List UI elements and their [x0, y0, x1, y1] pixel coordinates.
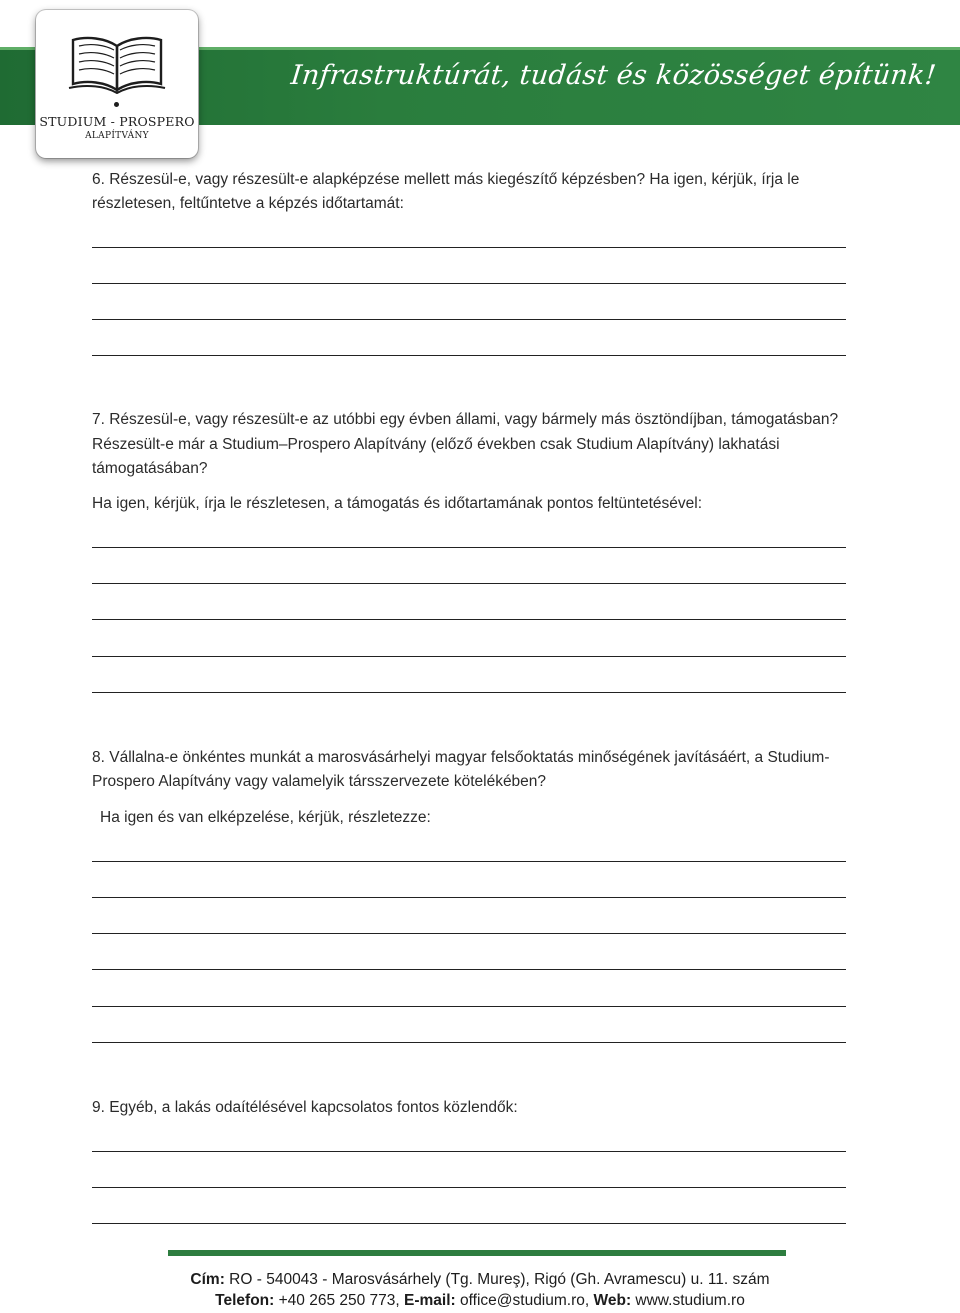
answer-line[interactable] — [92, 547, 846, 548]
answer-line[interactable] — [92, 1223, 846, 1224]
footer-address — [0, 1271, 960, 1289]
question-7-text-4: Ha igen, kérjük, írja le részletesen, a támogatás és időtartamának pontos feltüntetésével: — [92, 495, 703, 512]
email-value[interactable]: office@studium.ro, — [455, 1292, 594, 1309]
question-6-text-1: 6. Részesül-e, vagy részesült-e alapképzése mellett más kiegészítő képzésben? Ha igen, kérjük, írja le — [92, 171, 800, 188]
logo-subtitle: ALAPÍTVÁNY — [85, 131, 149, 141]
answer-line[interactable] — [92, 247, 846, 248]
logo-name: STUDIUM - PROSPERO — [39, 114, 195, 129]
question-7-text-3: támogatásában? — [92, 460, 208, 477]
web-value[interactable]: www.studium.ro — [631, 1292, 745, 1309]
question-8-text-3: Ha igen és van elképzelése, kérjük, részletezze: — [100, 809, 431, 826]
answer-line[interactable] — [92, 692, 846, 693]
answer-line[interactable] — [92, 933, 846, 934]
footer-bar — [168, 1250, 786, 1256]
logo-dot — [114, 102, 119, 107]
answer-line[interactable] — [92, 283, 846, 284]
slogan: Infrastruktúrát, tudást és közösséget építünk! — [289, 60, 938, 91]
answer-line[interactable] — [92, 619, 846, 620]
answer-line[interactable] — [92, 583, 846, 584]
answer-line[interactable] — [92, 1006, 846, 1007]
question-8-text-2: Prospero Alapítvány vagy valamelyik társszervezete kötelékében? — [92, 773, 547, 790]
phone-label: Telefon: — [215, 1292, 275, 1309]
question-8-text-1: 8. Vállalna-e önkéntes munkát a marosvásárhelyi magyar felsőoktatás minőségének javításáért, a Studium- — [92, 749, 830, 766]
question-7-text-2: Részesült-e már a Studium–Prospero Alapítvány (előző években csak Studium Alapítvány) lakhatási — [92, 436, 780, 453]
address-value: RO - 540043 - Marosvásárhely (Tg. Mureş), Rigó (Gh. Avramescu) u. 11. szám — [224, 1271, 770, 1288]
email-label: E-mail: — [404, 1292, 456, 1309]
web-label: Web: — [593, 1292, 632, 1309]
question-7-text-1: 7. Részesül-e, vagy részesült-e az utóbbi egy évben állami, vagy bármely más ösztöndíjban, támogatásban? — [92, 411, 839, 428]
foundation-logo — [36, 10, 198, 158]
answer-line[interactable] — [92, 1187, 846, 1188]
open-book-icon — [67, 32, 167, 94]
question-9-text: 9. Egyéb, a lakás odaítélésével kapcsolatos fontos közlendők: — [92, 1099, 518, 1116]
answer-line[interactable] — [92, 355, 846, 356]
answer-line[interactable] — [92, 656, 846, 657]
phone-value: +40 265 250 773, — [274, 1292, 405, 1309]
address-label: Cím: — [190, 1271, 225, 1288]
footer-contacts — [0, 1292, 960, 1310]
question-6-text-2: részletesen, feltűntetve a képzés időtartamát: — [92, 195, 404, 212]
answer-line[interactable] — [92, 861, 846, 862]
answer-line[interactable] — [92, 969, 846, 970]
answer-line[interactable] — [92, 897, 846, 898]
answer-line[interactable] — [92, 1151, 846, 1152]
answer-line[interactable] — [92, 319, 846, 320]
answer-line[interactable] — [92, 1042, 846, 1043]
